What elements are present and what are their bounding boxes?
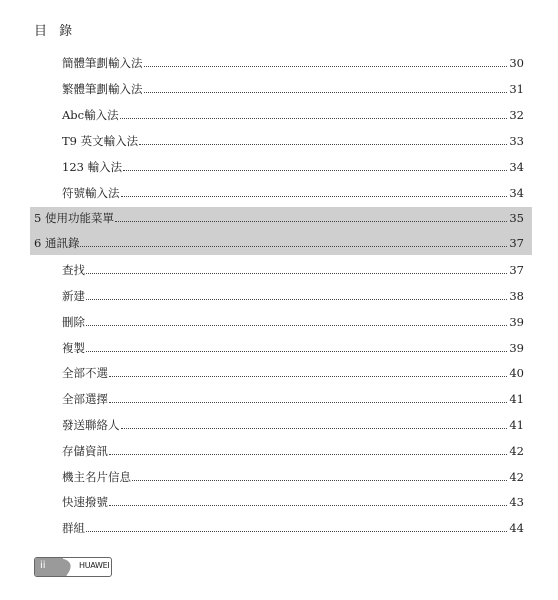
toc-entry-label: 6 通訊錄: [34, 236, 80, 250]
toc-entry[interactable]: [62, 82, 524, 96]
toc-entry-label: 新建: [62, 289, 85, 303]
dot-leader: [121, 196, 508, 197]
dot-leader: [109, 402, 507, 403]
dot-leader: [132, 480, 507, 481]
dot-leader: [86, 531, 507, 532]
toc-entry[interactable]: [62, 160, 524, 174]
dot-leader: [80, 246, 507, 247]
dot-leader: [123, 170, 507, 171]
toc-entry-label: T9 英文輸入法: [62, 134, 139, 148]
toc-entry-label: 快速撥號: [62, 495, 108, 509]
dot-leader: [144, 92, 508, 93]
toc-entry-page: 37: [509, 236, 524, 250]
toc-entry-page: 43: [509, 495, 524, 509]
page-number: ii: [40, 560, 46, 571]
toc-entry-label: 簡體筆劃輸入法: [62, 56, 143, 70]
dot-leader: [144, 66, 508, 67]
toc-entry[interactable]: [62, 392, 524, 406]
toc-entry-page: 30: [509, 56, 524, 70]
dot-leader: [86, 299, 507, 300]
toc-entry-label: 刪除: [62, 315, 85, 329]
toc-entry-page: 42: [509, 444, 524, 458]
toc-entry-page: 41: [509, 392, 524, 406]
toc-section-entry[interactable]: [34, 211, 524, 225]
toc-entry-page: 38: [509, 289, 524, 303]
toc-entry[interactable]: [62, 56, 524, 70]
toc-entry-page: 41: [509, 418, 524, 432]
toc-entry[interactable]: [62, 289, 524, 303]
toc-entry-page: 34: [509, 160, 524, 174]
toc-entry-page: 39: [509, 341, 524, 355]
toc-entry[interactable]: [62, 263, 524, 277]
toc-entry[interactable]: [62, 186, 524, 200]
toc-entry-label: 123 輸入法: [62, 160, 123, 174]
dot-leader: [139, 144, 507, 145]
brand-name: HUAWEI: [79, 561, 110, 570]
page-title: 目 錄: [34, 24, 77, 39]
dot-leader: [121, 428, 508, 429]
footer-page-badge: [34, 557, 112, 577]
toc-entry-label: Abc輸入法: [62, 108, 119, 122]
toc-entry[interactable]: [62, 470, 524, 484]
dot-leader: [86, 273, 507, 274]
toc-entry[interactable]: [62, 495, 524, 509]
toc-entry-label: 複製: [62, 341, 85, 355]
toc-entry-label: 5 使用功能菜單: [34, 211, 114, 225]
toc-entry-page: 44: [509, 521, 524, 535]
toc-entry-page: 32: [509, 108, 524, 122]
toc-entry-label: 群組: [62, 521, 85, 535]
toc-entry[interactable]: [62, 444, 524, 458]
toc-entry[interactable]: [62, 108, 524, 122]
dot-leader: [86, 351, 507, 352]
toc-entry-page: 35: [509, 211, 524, 225]
toc-entry[interactable]: [62, 134, 524, 148]
toc-entry-page: 31: [509, 82, 524, 96]
toc-entry-label: 查找: [62, 263, 85, 277]
toc-entry[interactable]: [62, 366, 524, 380]
toc-entry-label: 繁體筆劃輸入法: [62, 82, 143, 96]
toc-entry[interactable]: [62, 315, 524, 329]
dot-leader: [109, 454, 507, 455]
toc-entry-label: 全部不選: [62, 366, 108, 380]
toc-entry-label: 發送聯絡人: [62, 418, 120, 432]
toc-entry-label: 存儲資訊: [62, 444, 108, 458]
dot-leader: [86, 325, 507, 326]
dot-leader: [109, 505, 507, 506]
toc-entry-label: 機主名片信息: [62, 470, 131, 484]
dot-leader: [109, 376, 507, 377]
huawei-logo-icon: [57, 558, 79, 576]
toc-entry[interactable]: [62, 341, 524, 355]
toc-entry-page: 37: [509, 263, 524, 277]
toc-entry-label: 全部選擇: [62, 392, 108, 406]
toc-entry-page: 34: [509, 186, 524, 200]
toc-entry-page: 42: [509, 470, 524, 484]
toc-entry[interactable]: [62, 418, 524, 432]
toc-section-entry[interactable]: [34, 236, 524, 250]
toc-entry-page: 39: [509, 315, 524, 329]
toc-entry-label: 符號輸入法: [62, 186, 120, 200]
toc-entry-page: 40: [509, 366, 524, 380]
toc-entry[interactable]: [62, 521, 524, 535]
dot-leader: [115, 221, 507, 222]
dot-leader: [120, 118, 508, 119]
toc-entry-page: 33: [509, 134, 524, 148]
